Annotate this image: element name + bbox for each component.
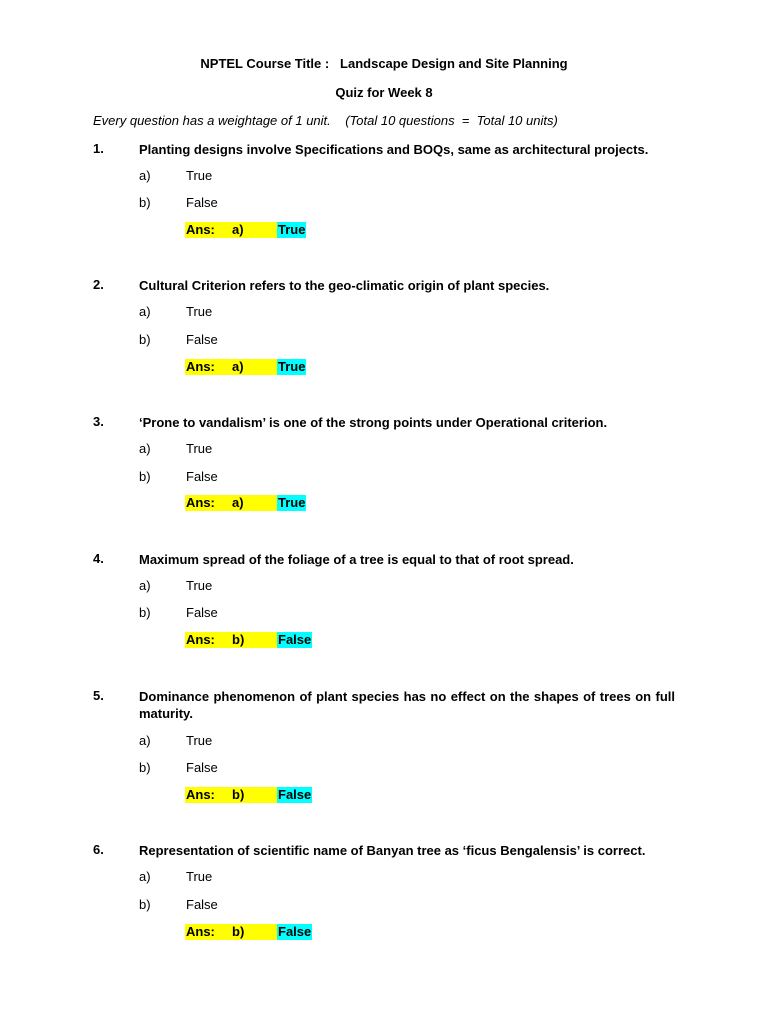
answer-value: True xyxy=(278,359,306,374)
answer-word: Ans: xyxy=(186,359,215,374)
option-b-text: False xyxy=(186,897,218,912)
answer-value: True xyxy=(278,495,306,510)
answer-label xyxy=(185,632,277,648)
option-a-text: True xyxy=(186,869,213,884)
question-number: 6. xyxy=(93,842,104,857)
option-b-letter: b) xyxy=(139,332,151,347)
answer-letter: b) xyxy=(232,787,245,802)
answer-value: False xyxy=(278,924,312,939)
option-b-text: False xyxy=(186,332,218,347)
answer-letter: b) xyxy=(232,632,245,647)
answer-label xyxy=(185,222,277,238)
option-a-letter: a) xyxy=(139,869,151,884)
option-a-letter: a) xyxy=(139,733,151,748)
answer-word: Ans: xyxy=(186,495,215,510)
option-a-text: True xyxy=(186,441,213,456)
answer-letter: a) xyxy=(232,222,244,237)
option-b-letter: b) xyxy=(139,469,151,484)
option-b-text: False xyxy=(186,605,218,620)
answer-label xyxy=(185,924,277,940)
question-number: 1. xyxy=(93,141,104,156)
option-a-text: True xyxy=(186,304,213,319)
answer-label xyxy=(185,787,277,803)
option-a-letter: a) xyxy=(139,578,151,593)
option-b-letter: b) xyxy=(139,897,151,912)
answer-value: False xyxy=(278,632,312,647)
answer-value: False xyxy=(278,787,312,802)
answer-word: Ans: xyxy=(186,787,215,802)
answer-label xyxy=(185,495,277,511)
option-a-text: True xyxy=(186,733,213,748)
option-b-letter: b) xyxy=(139,195,151,210)
weightage-note: Every question has a weightage of 1 unit. (Total 10 questions = Total 10 units) xyxy=(93,113,558,128)
question-text: Representation of scientific name of Banyan tree as ‘ficus Bengalensis’ is correct. xyxy=(139,843,646,858)
answer-letter: a) xyxy=(232,495,244,510)
question-number: 4. xyxy=(93,551,104,566)
answer-word: Ans: xyxy=(186,924,215,939)
option-b-text: False xyxy=(186,195,218,210)
option-a-letter: a) xyxy=(139,168,151,183)
option-b-text: False xyxy=(186,760,218,775)
option-a-text: True xyxy=(186,578,213,593)
answer-label xyxy=(185,359,277,375)
question-number: 5. xyxy=(93,688,104,703)
answer-letter: b) xyxy=(232,924,245,939)
option-a-letter: a) xyxy=(139,441,151,456)
question-text: Cultural Criterion refers to the geo-climatic origin of plant species. xyxy=(139,278,550,293)
question-text: Maximum spread of the foliage of a tree is equal to that of root spread. xyxy=(139,552,574,567)
option-a-letter: a) xyxy=(139,304,151,319)
answer-word: Ans: xyxy=(186,632,215,647)
quiz-title: Quiz for Week 8 xyxy=(335,85,433,100)
option-a-text: True xyxy=(186,168,213,183)
question-number: 2. xyxy=(93,277,104,292)
question-text: Dominance phenomenon of plant species has no effect on the shapes of trees on full maturity. xyxy=(139,689,675,721)
answer-value: True xyxy=(278,222,306,237)
option-b-text: False xyxy=(186,469,218,484)
question-number: 3. xyxy=(93,414,104,429)
course-title: NPTEL Course Title : Landscape Design and Site Planning xyxy=(200,56,568,71)
answer-letter: a) xyxy=(232,359,244,374)
option-b-letter: b) xyxy=(139,605,151,620)
question-text: ‘Prone to vandalism’ is one of the strong points under Operational criterion. xyxy=(139,415,608,430)
answer-word: Ans: xyxy=(186,222,215,237)
option-b-letter: b) xyxy=(139,760,151,775)
question-text: Planting designs involve Specifications and BOQs, same as architectural projects. xyxy=(139,142,649,157)
